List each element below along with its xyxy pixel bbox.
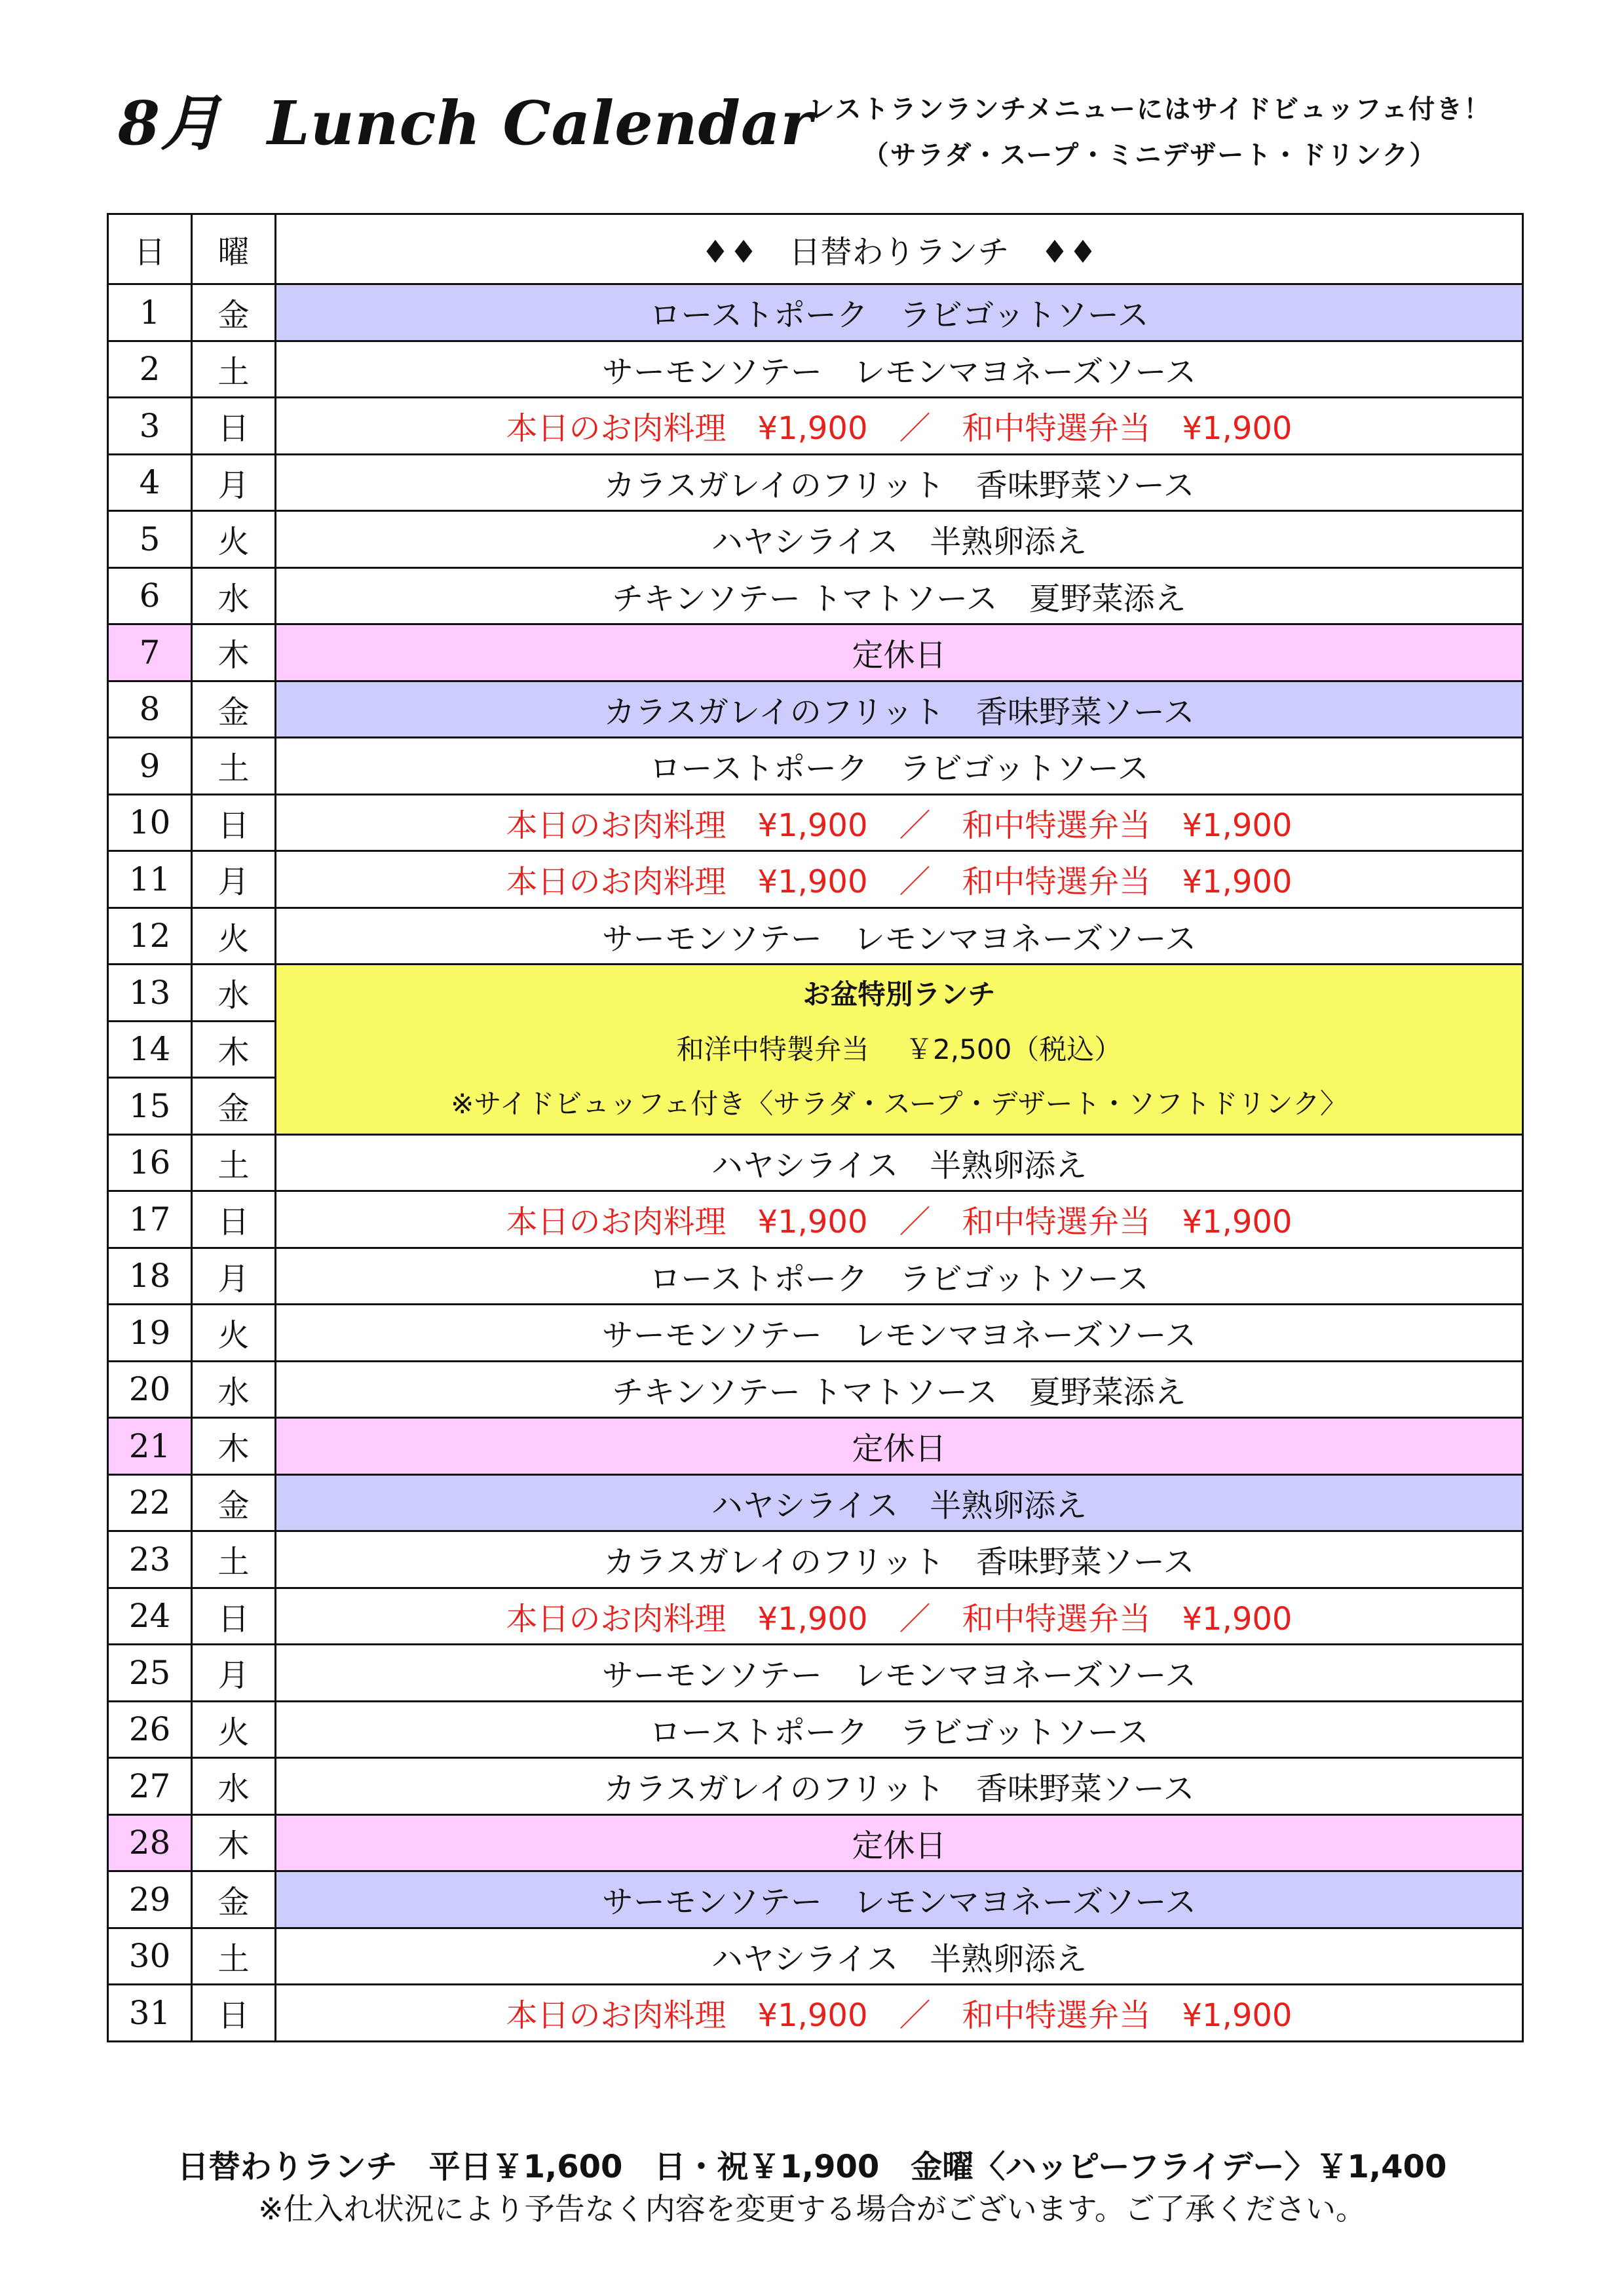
weekday-cell: 土 xyxy=(192,1928,276,1985)
table-row xyxy=(108,1361,1523,1418)
menu-cell: ハヤシライス 半熟卵添え xyxy=(276,511,1523,568)
table-row xyxy=(108,567,1523,624)
day-cell: 2 xyxy=(108,341,192,398)
day-cell: 27 xyxy=(108,1758,192,1815)
table-row xyxy=(108,738,1523,795)
menu-cell: サーモンソテー レモンマヨネーズソース xyxy=(276,908,1523,965)
obon-special-lunch xyxy=(276,965,1523,1135)
menu-cell: チキンソテー トマトソース 夏野菜添え xyxy=(276,567,1523,624)
calendar-body xyxy=(108,284,1523,2042)
day-cell: 21 xyxy=(108,1418,192,1475)
day-cell: 12 xyxy=(108,908,192,965)
weekday-cell: 日 xyxy=(192,1985,276,2042)
table-row xyxy=(108,1645,1523,1702)
table-row xyxy=(108,1701,1523,1758)
menu-cell: サーモンソテー レモンマヨネーズソース xyxy=(276,1645,1523,1702)
weekday-cell: 火 xyxy=(192,511,276,568)
weekday-cell: 水 xyxy=(192,1758,276,1815)
menu-cell: サーモンソテー レモンマヨネーズソース xyxy=(276,1871,1523,1928)
weekday-cell: 土 xyxy=(192,738,276,795)
lunch-calendar-table xyxy=(107,213,1524,2042)
menu-cell: 本日のお肉料理 ¥1,900 ／ 和中特選弁当 ¥1,900 xyxy=(276,1191,1523,1248)
menu-cell: ハヤシライス 半熟卵添え xyxy=(276,1134,1523,1191)
day-cell: 19 xyxy=(108,1305,192,1362)
closed-day-cell: 定休日 xyxy=(276,624,1523,681)
closed-day-cell: 定休日 xyxy=(276,1814,1523,1871)
weekday-cell: 木 xyxy=(192,624,276,681)
weekday-cell: 金 xyxy=(192,1078,276,1135)
table-row xyxy=(108,624,1523,681)
table-row xyxy=(108,1191,1523,1248)
menu-cell: カラスガレイのフリット 香味野菜ソース xyxy=(276,454,1523,511)
menu-cell: 本日のお肉料理 ¥1,900 ／ 和中特選弁当 ¥1,900 xyxy=(276,1985,1523,2042)
menu-cell: 本日のお肉料理 ¥1,900 ／ 和中特選弁当 ¥1,900 xyxy=(276,398,1523,455)
table-row xyxy=(108,398,1523,455)
day-cell: 17 xyxy=(108,1191,192,1248)
table-header-row xyxy=(108,214,1523,284)
menu-cell: 本日のお肉料理 ¥1,900 ／ 和中特選弁当 ¥1,900 xyxy=(276,1588,1523,1645)
day-cell: 3 xyxy=(108,398,192,455)
header-weekday: 曜 xyxy=(192,214,276,284)
weekday-cell: 水 xyxy=(192,1361,276,1418)
weekday-cell: 火 xyxy=(192,1701,276,1758)
table-row xyxy=(108,1928,1523,1985)
weekday-cell: 金 xyxy=(192,1474,276,1531)
weekday-cell: 日 xyxy=(192,1588,276,1645)
weekday-cell: 水 xyxy=(192,965,276,1022)
menu-cell: サーモンソテー レモンマヨネーズソース xyxy=(276,1305,1523,1362)
day-cell: 5 xyxy=(108,511,192,568)
obon-bento-price: 和洋中特製弁当 ￥2,500（税込） xyxy=(676,1033,1122,1065)
day-cell: 16 xyxy=(108,1134,192,1191)
weekday-cell: 土 xyxy=(192,1134,276,1191)
weekday-cell: 月 xyxy=(192,1248,276,1305)
day-cell: 29 xyxy=(108,1871,192,1928)
menu-cell: 本日のお肉料理 ¥1,900 ／ 和中特選弁当 ¥1,900 xyxy=(276,851,1523,908)
day-cell: 10 xyxy=(108,794,192,851)
weekday-cell: 月 xyxy=(192,1645,276,1702)
table-row xyxy=(108,1531,1523,1588)
table-row xyxy=(108,1248,1523,1305)
table-row xyxy=(108,454,1523,511)
obon-buffet-note: ※サイドビュッフェ付き〈サラダ・スープ・デザート・ソフトドリンク〉 xyxy=(451,1088,1348,1120)
table-row xyxy=(108,794,1523,851)
day-cell: 14 xyxy=(108,1021,192,1078)
table-row xyxy=(108,1134,1523,1191)
menu-cell: カラスガレイのフリット 香味野菜ソース xyxy=(276,681,1523,738)
day-cell: 20 xyxy=(108,1361,192,1418)
page-title xyxy=(118,75,813,162)
day-cell: 30 xyxy=(108,1928,192,1985)
weekday-cell: 木 xyxy=(192,1814,276,1871)
closed-day-cell: 定休日 xyxy=(276,1418,1523,1475)
weekday-cell: 日 xyxy=(192,398,276,455)
day-cell: 9 xyxy=(108,738,192,795)
weekday-cell: 土 xyxy=(192,341,276,398)
weekday-cell: 日 xyxy=(192,1191,276,1248)
weekday-cell: 金 xyxy=(192,681,276,738)
obon-title: お盆特別ランチ xyxy=(803,978,996,1010)
weekday-cell: 水 xyxy=(192,567,276,624)
table-row xyxy=(108,1588,1523,1645)
table-row xyxy=(108,341,1523,398)
menu-cell: ローストポーク ラビゴットソース xyxy=(276,1248,1523,1305)
menu-cell: ハヤシライス 半熟卵添え xyxy=(276,1474,1523,1531)
menu-cell: カラスガレイのフリット 香味野菜ソース xyxy=(276,1758,1523,1815)
table-row xyxy=(108,1814,1523,1871)
title-month: 8月 xyxy=(118,88,222,159)
weekday-cell: 土 xyxy=(192,1531,276,1588)
day-cell: 26 xyxy=(108,1701,192,1758)
header-day: 日 xyxy=(108,214,192,284)
buffet-note-detail: （サラダ・スープ・ミニデザート・ドリンク） xyxy=(862,140,1437,170)
menu-cell: ローストポーク ラビゴットソース xyxy=(276,738,1523,795)
day-cell: 11 xyxy=(108,851,192,908)
day-cell: 4 xyxy=(108,454,192,511)
table-row xyxy=(108,1758,1523,1815)
day-cell: 15 xyxy=(108,1078,192,1135)
day-cell: 23 xyxy=(108,1531,192,1588)
day-cell: 25 xyxy=(108,1645,192,1702)
day-cell: 6 xyxy=(108,567,192,624)
table-row xyxy=(108,851,1523,908)
table-row xyxy=(108,1871,1523,1928)
table-row xyxy=(108,511,1523,568)
table-row xyxy=(108,1305,1523,1362)
table-row xyxy=(108,965,1523,1022)
day-cell: 24 xyxy=(108,1588,192,1645)
day-cell: 8 xyxy=(108,681,192,738)
menu-cell: ローストポーク ラビゴットソース xyxy=(276,1701,1523,1758)
menu-cell: ハヤシライス 半熟卵添え xyxy=(276,1928,1523,1985)
header-daily-lunch: ♦♦ 日替わりランチ ♦♦ xyxy=(276,214,1523,284)
buffet-note: レストランランチメニューにはサイドビュッフェ付き！ xyxy=(808,94,1492,124)
weekday-cell: 月 xyxy=(192,851,276,908)
day-cell: 13 xyxy=(108,965,192,1022)
day-cell: 7 xyxy=(108,624,192,681)
day-cell: 1 xyxy=(108,284,192,341)
table-row xyxy=(108,681,1523,738)
weekday-cell: 金 xyxy=(192,284,276,341)
weekday-cell: 月 xyxy=(192,454,276,511)
weekday-cell: 木 xyxy=(192,1021,276,1078)
weekday-cell: 火 xyxy=(192,1305,276,1362)
menu-cell: ローストポーク ラビゴットソース xyxy=(276,284,1523,341)
table-row xyxy=(108,1474,1523,1531)
day-cell: 31 xyxy=(108,1985,192,2042)
menu-cell: カラスガレイのフリット 香味野菜ソース xyxy=(276,1531,1523,1588)
menu-cell: サーモンソテー レモンマヨネーズソース xyxy=(276,341,1523,398)
table-row xyxy=(108,1985,1523,2042)
table-row xyxy=(108,1418,1523,1475)
table-row xyxy=(108,908,1523,965)
price-summary: 日替わりランチ 平日￥1,600 日・祝￥1,900 金曜〈ハッピーフライデー〉￥1,400 xyxy=(177,2149,1447,2185)
disclaimer: ※仕入れ状況により予告なく内容を変更する場合がございます。ご了承ください。 xyxy=(258,2191,1366,2227)
weekday-cell: 金 xyxy=(192,1871,276,1928)
table-row xyxy=(108,284,1523,341)
day-cell: 28 xyxy=(108,1814,192,1871)
weekday-cell: 火 xyxy=(192,908,276,965)
day-cell: 18 xyxy=(108,1248,192,1305)
weekday-cell: 木 xyxy=(192,1418,276,1475)
menu-cell: チキンソテー トマトソース 夏野菜添え xyxy=(276,1361,1523,1418)
title-text: Lunch Calendar xyxy=(267,88,814,159)
menu-cell: 本日のお肉料理 ¥1,900 ／ 和中特選弁当 ¥1,900 xyxy=(276,794,1523,851)
day-cell: 22 xyxy=(108,1474,192,1531)
weekday-cell: 日 xyxy=(192,794,276,851)
